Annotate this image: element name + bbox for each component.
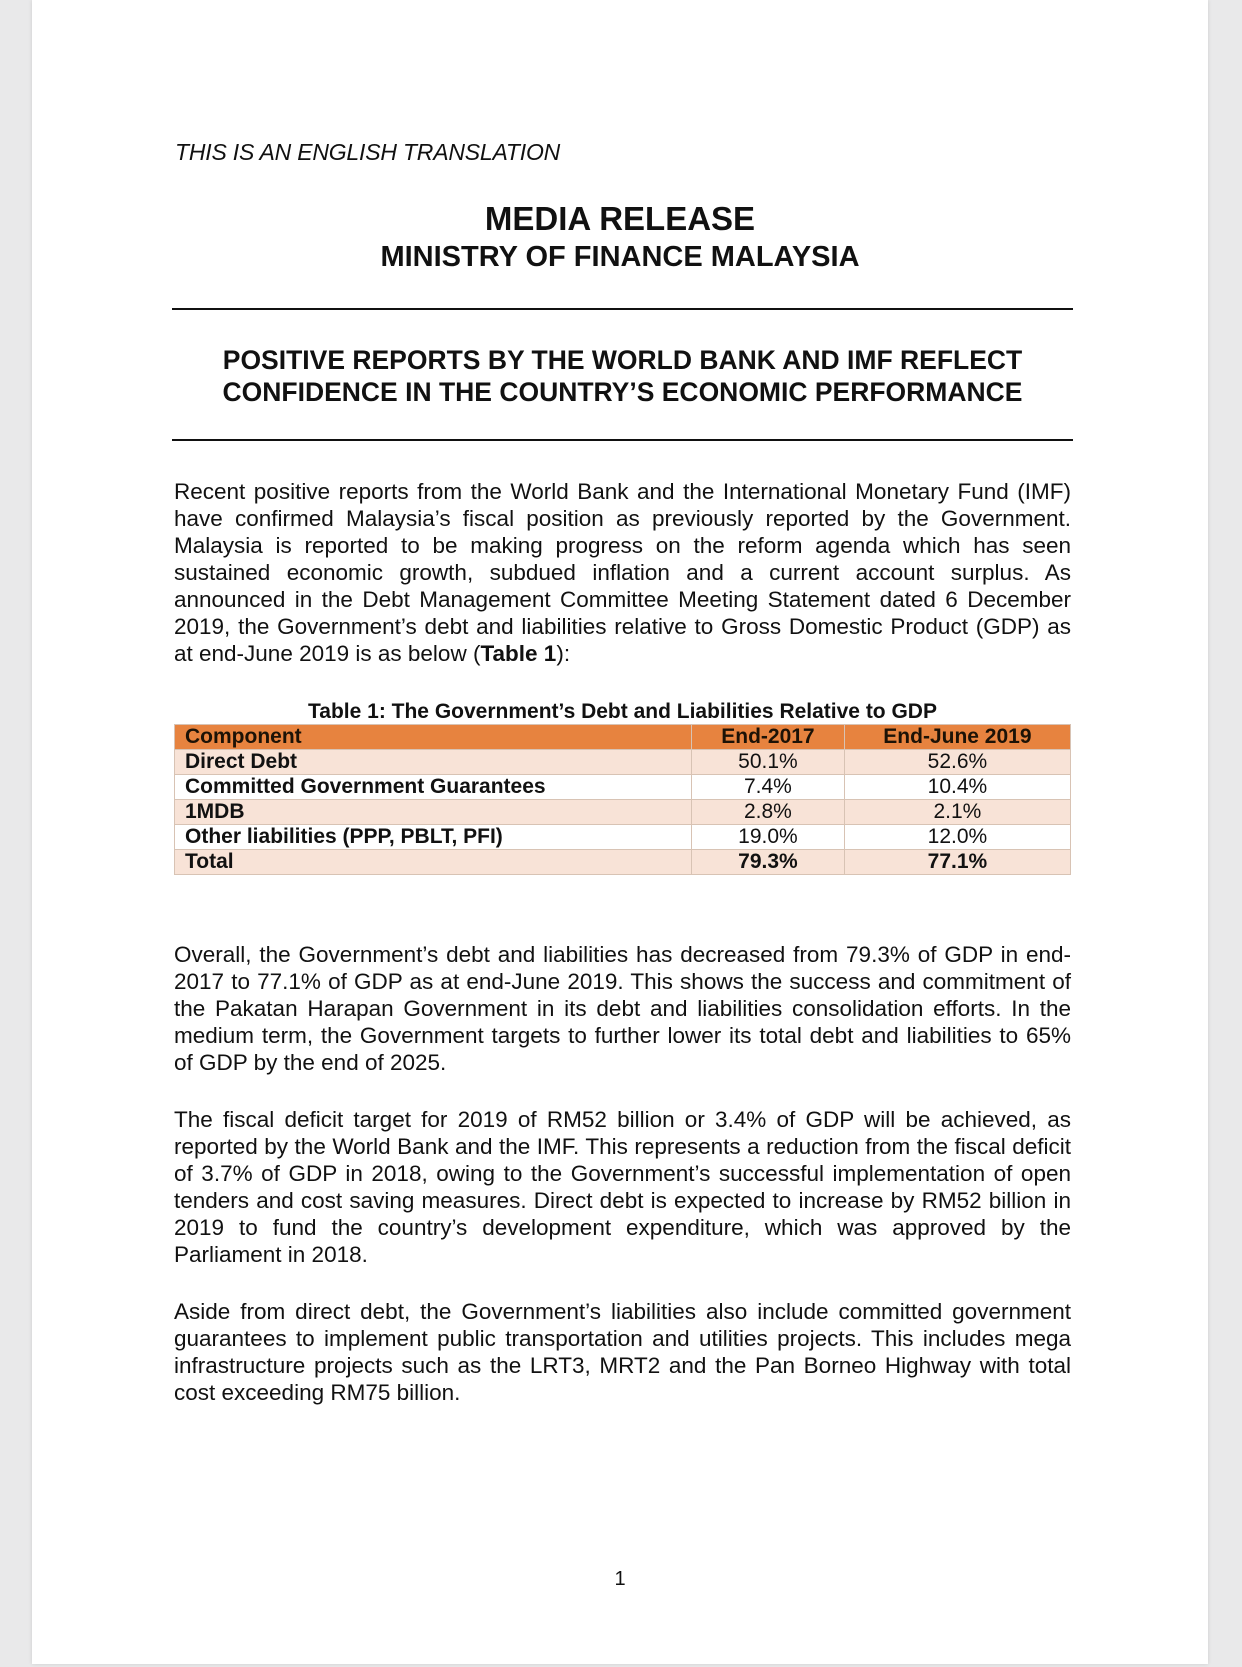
- page-number: 1: [614, 1568, 626, 1590]
- headline-line-2: CONFIDENCE IN THE COUNTRY’S ECONOMIC PERFORMANCE: [222, 377, 1023, 407]
- top-divider: [172, 308, 1073, 310]
- paragraph-intro-text: Recent positive reports from the World Bank and the International Monetary Fund (IMF) have confirmed Malaysia’s fiscal position as previously reported by the Government. Malaysia is reported to be making progress on the reform agenda which has seen sustained economic growth, subdued inflation and a current account surplus. As announced in the Debt Management Committee Meeting Statement dated 6 December 2019, the Government’s debt and liabilities relative to Gross Domestic Product (GDP) as at end-June 2019 is as below (: [174, 479, 1071, 666]
- paragraph-liabilities: Aside from direct debt, the Government’s liabilities also include committed government guarantees to implement public transportation and utilities projects. This includes mega infrastructure projects such as the LRT3, MRT2 and the Pan Borneo Highway with total cost exceeding RM75 billion.: [174, 1299, 1071, 1405]
- row-end-2017: 50.1%: [692, 750, 845, 775]
- table-row: [175, 750, 1071, 775]
- header-end-2017: End-2017: [692, 725, 845, 750]
- table-total-row: [175, 850, 1071, 875]
- ministry-title: MINISTRY OF FINANCE MALAYSIA: [380, 241, 860, 273]
- release-title: MEDIA RELEASE: [484, 200, 756, 237]
- row-end-2017: 79.3%: [692, 850, 845, 875]
- debt-liabilities-table: [174, 724, 1071, 875]
- row-end-june-2019: 77.1%: [844, 850, 1070, 875]
- table-row: [175, 775, 1071, 800]
- row-component: Other liabilities (PPP, PBLT, PFI): [175, 825, 692, 850]
- row-end-june-2019: 2.1%: [844, 800, 1070, 825]
- row-end-june-2019: 10.4%: [844, 775, 1070, 800]
- row-end-june-2019: 12.0%: [844, 825, 1070, 850]
- headline: [172, 344, 1073, 408]
- paragraph-overall: Overall, the Government’s debt and liabilities has decreased from 79.3% of GDP in end-2017 to 77.1% of GDP as at end-June 2019. This shows the success and commitment of the Pakatan Harapan Government in its debt and liabilities consolidation efforts. In the medium term, the Government targets to further lower its total debt and liabilities to 65% of GDP by the end of 2025.: [174, 942, 1071, 1075]
- header-end-june-2019: End-June 2019: [844, 725, 1070, 750]
- paragraph-intro-end: ):: [556, 641, 571, 666]
- table-reference: Table 1: [480, 641, 557, 666]
- row-component: Committed Government Guarantees: [175, 775, 692, 800]
- translation-note: THIS IS AN ENGLISH TRANSLATION: [175, 139, 561, 165]
- row-component: Direct Debt: [175, 750, 692, 775]
- table-row: [175, 800, 1071, 825]
- headline-line-1: POSITIVE REPORTS BY THE WORLD BANK AND IMF REFLECT: [222, 345, 1023, 375]
- row-end-2017: 2.8%: [692, 800, 845, 825]
- table-header-row: [175, 725, 1071, 750]
- row-end-june-2019: 52.6%: [844, 750, 1070, 775]
- bottom-divider: [172, 439, 1073, 441]
- row-component: Total: [175, 850, 692, 875]
- row-end-2017: 7.4%: [692, 775, 845, 800]
- header-component: Component: [175, 725, 692, 750]
- row-end-2017: 19.0%: [692, 825, 845, 850]
- paragraph-fiscal-deficit: The fiscal deficit target for 2019 of RM52 billion or 3.4% of GDP will be achieved, as reported by the World Bank and the IMF. This represents a reduction from the fiscal deficit of 3.7% of GDP in 2018, owing to the Government’s successful implementation of open tenders and cost saving measures. Direct debt is expected to increase by RM52 billion in 2019 to fund the country’s development expenditure, which was approved by the Parliament in 2018.: [174, 1107, 1071, 1267]
- table-row: [175, 825, 1071, 850]
- document-page: [32, 0, 1208, 1664]
- paragraph-intro: [174, 478, 1071, 667]
- table-caption: Table 1: The Government’s Debt and Liabilities Relative to GDP: [308, 700, 937, 723]
- row-component: 1MDB: [175, 800, 692, 825]
